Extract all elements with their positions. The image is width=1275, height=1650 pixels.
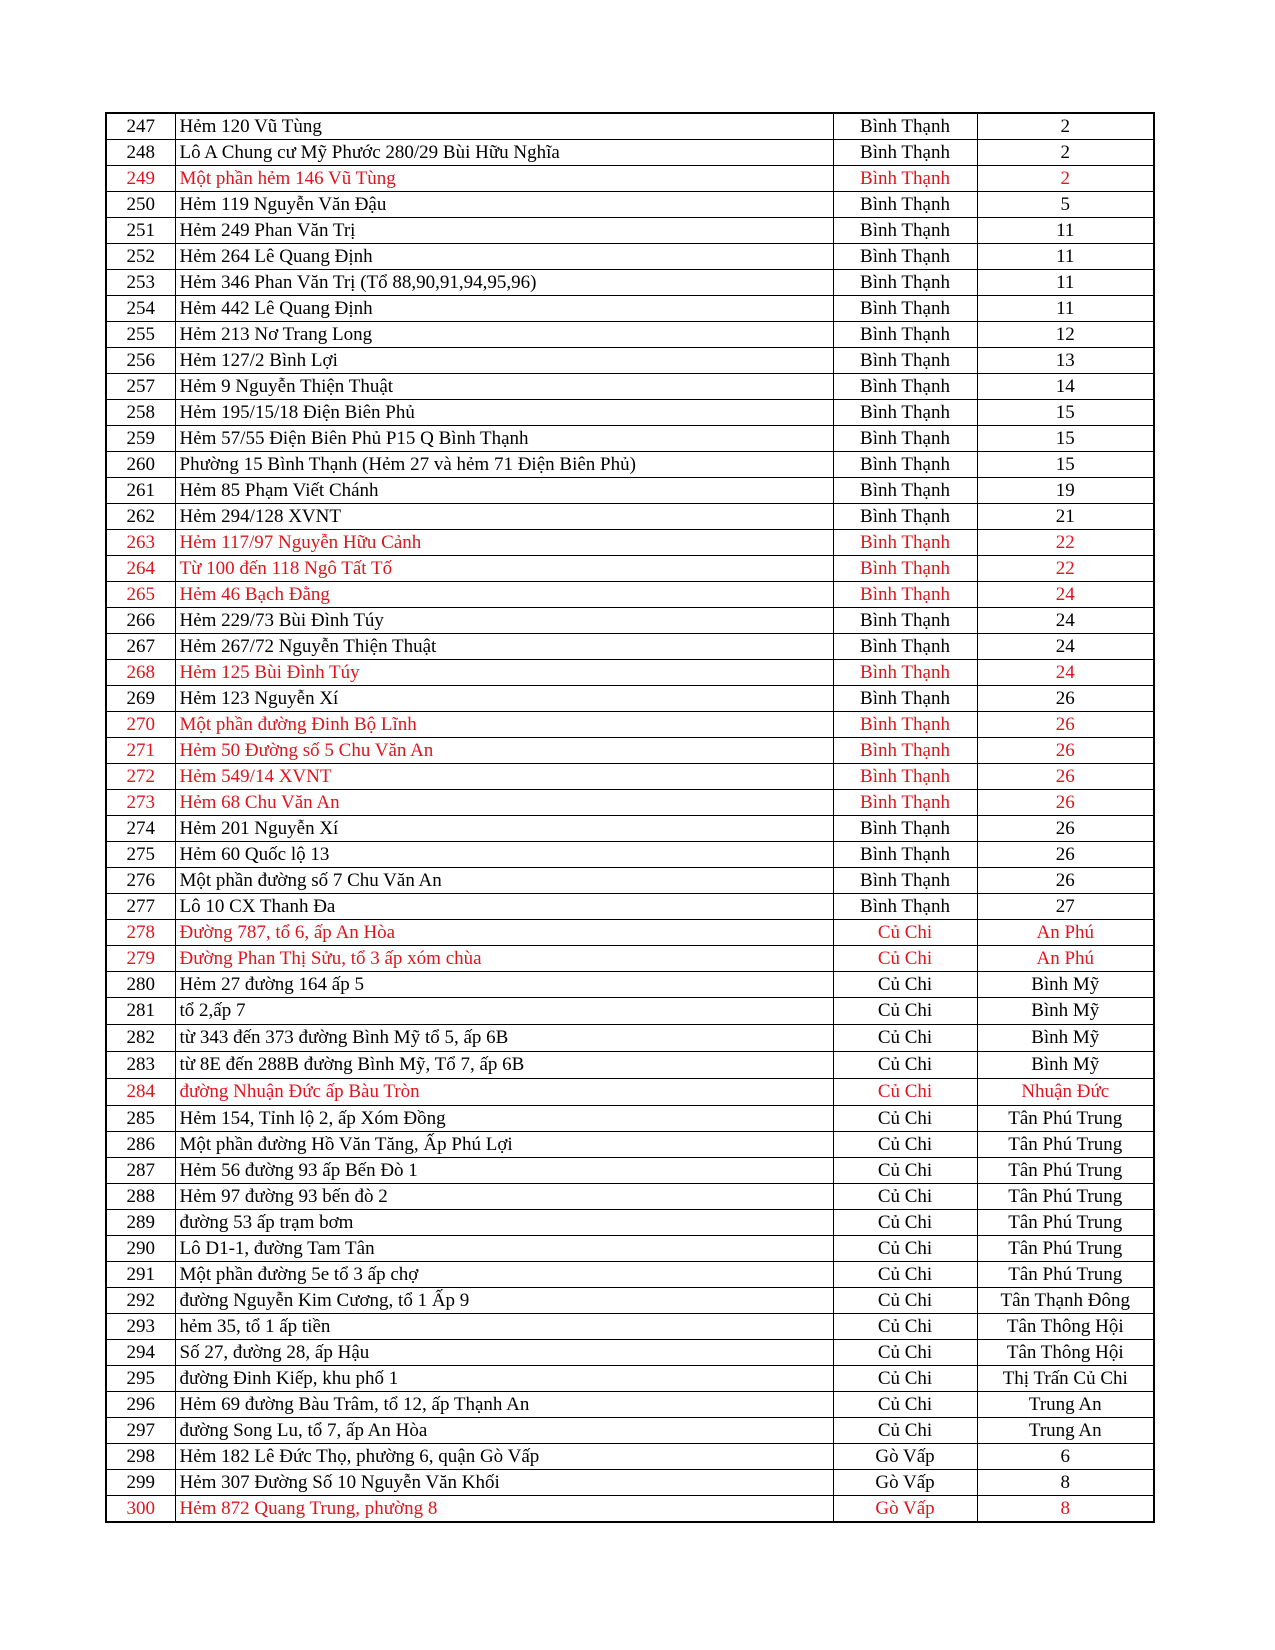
ward-cell: 24: [977, 582, 1154, 608]
ward-cell: Trung An: [977, 1392, 1154, 1418]
row-number-cell: 255: [106, 322, 175, 348]
ward-cell: 24: [977, 634, 1154, 660]
row-number-cell: 268: [106, 660, 175, 686]
row-number-cell: 295: [106, 1366, 175, 1392]
ward-cell: Bình Mỹ: [977, 1052, 1154, 1079]
address-cell: Hẻm 127/2 Bình Lợi: [175, 348, 833, 374]
address-cell: Hẻm 57/55 Điện Biên Phủ P15 Q Bình Thạnh: [175, 426, 833, 452]
district-cell: Củ Chi: [833, 1210, 977, 1236]
district-cell: Củ Chi: [833, 1236, 977, 1262]
table-row: [106, 504, 1154, 530]
ward-cell: 6: [977, 1444, 1154, 1470]
address-cell: Hẻm 294/128 XVNT: [175, 504, 833, 530]
table-row: [106, 400, 1154, 426]
row-number-cell: 257: [106, 374, 175, 400]
row-number-cell: 262: [106, 504, 175, 530]
row-number-cell: 283: [106, 1052, 175, 1079]
district-cell: Bình Thạnh: [833, 712, 977, 738]
table-row: [106, 1314, 1154, 1340]
address-cell: Số 27, đường 28, ấp Hậu: [175, 1340, 833, 1366]
table-row: [106, 478, 1154, 504]
district-cell: Bình Thạnh: [833, 374, 977, 400]
address-cell: Hẻm 68 Chu Văn An: [175, 790, 833, 816]
row-number-cell: 263: [106, 530, 175, 556]
district-cell: Bình Thạnh: [833, 790, 977, 816]
district-cell: Bình Thạnh: [833, 504, 977, 530]
ward-cell: 15: [977, 452, 1154, 478]
district-cell: Củ Chi: [833, 1132, 977, 1158]
table-row: [106, 1106, 1154, 1132]
address-cell: Một phần đường 5e tổ 3 ấp chợ: [175, 1262, 833, 1288]
ward-cell: 21: [977, 504, 1154, 530]
district-cell: Bình Thạnh: [833, 322, 977, 348]
address-cell: đường Nguyễn Kim Cương, tổ 1 Ấp 9: [175, 1288, 833, 1314]
ward-cell: Tân Phú Trung: [977, 1132, 1154, 1158]
address-cell: từ 343 đến 373 đường Bình Mỹ tổ 5, ấp 6B: [175, 1025, 833, 1052]
address-cell: Hẻm 549/14 XVNT: [175, 764, 833, 790]
district-cell: Bình Thạnh: [833, 686, 977, 712]
district-cell: Củ Chi: [833, 998, 977, 1025]
row-number-cell: 248: [106, 140, 175, 166]
address-cell: Từ 100 đến 118 Ngô Tất Tố: [175, 556, 833, 582]
address-cell: Hẻm 46 Bạch Đằng: [175, 582, 833, 608]
table-row: [106, 1392, 1154, 1418]
address-cell: Hẻm 229/73 Bùi Đình Túy: [175, 608, 833, 634]
district-cell: Bình Thạnh: [833, 218, 977, 244]
address-cell: đường Song Lu, tổ 7, ấp An Hòa: [175, 1418, 833, 1444]
address-cell: Hẻm 249 Phan Văn Trị: [175, 218, 833, 244]
district-cell: Củ Chi: [833, 1184, 977, 1210]
table-row: [106, 1262, 1154, 1288]
table-row: [106, 296, 1154, 322]
address-cell: Hẻm 442 Lê Quang Định: [175, 296, 833, 322]
address-cell: Hẻm 50 Đường số 5 Chu Văn An: [175, 738, 833, 764]
district-cell: Củ Chi: [833, 1158, 977, 1184]
table-row: [106, 192, 1154, 218]
row-number-cell: 249: [106, 166, 175, 192]
address-cell: Hẻm 9 Nguyễn Thiện Thuật: [175, 374, 833, 400]
address-cell: Lô D1-1, đường Tam Tân: [175, 1236, 833, 1262]
district-cell: Bình Thạnh: [833, 894, 977, 920]
table-row: [106, 140, 1154, 166]
address-cell: Hẻm 872 Quang Trung, phường 8: [175, 1496, 833, 1523]
table-row: [106, 270, 1154, 296]
table-row: [106, 113, 1154, 140]
row-number-cell: 274: [106, 816, 175, 842]
ward-cell: 15: [977, 400, 1154, 426]
district-cell: Củ Chi: [833, 1340, 977, 1366]
row-number-cell: 297: [106, 1418, 175, 1444]
address-cell: Một phần đường Hồ Văn Tăng, Ấp Phú Lợi: [175, 1132, 833, 1158]
ward-cell: Thị Trấn Củ Chi: [977, 1366, 1154, 1392]
district-cell: Bình Thạnh: [833, 816, 977, 842]
table-row: [106, 218, 1154, 244]
row-number-cell: 287: [106, 1158, 175, 1184]
table-row: [106, 1470, 1154, 1496]
table-row: [106, 556, 1154, 582]
row-number-cell: 284: [106, 1079, 175, 1106]
table-row: [106, 1418, 1154, 1444]
district-cell: Bình Thạnh: [833, 113, 977, 140]
table-row: [106, 244, 1154, 270]
address-cell: Hẻm 117/97 Nguyễn Hữu Cảnh: [175, 530, 833, 556]
ward-cell: 22: [977, 556, 1154, 582]
ward-cell: 14: [977, 374, 1154, 400]
table-body: [106, 113, 1154, 1522]
table-row: [106, 1236, 1154, 1262]
district-cell: Củ Chi: [833, 1106, 977, 1132]
ward-cell: 2: [977, 113, 1154, 140]
table-row: [106, 868, 1154, 894]
address-cell: đường Đinh Kiếp, khu phố 1: [175, 1366, 833, 1392]
row-number-cell: 247: [106, 113, 175, 140]
district-cell: Bình Thạnh: [833, 634, 977, 660]
ward-cell: 11: [977, 270, 1154, 296]
row-number-cell: 270: [106, 712, 175, 738]
ward-cell: 26: [977, 738, 1154, 764]
district-cell: Củ Chi: [833, 1262, 977, 1288]
district-cell: Gò Vấp: [833, 1496, 977, 1523]
table-row: [106, 738, 1154, 764]
district-cell: Bình Thạnh: [833, 842, 977, 868]
row-number-cell: 280: [106, 972, 175, 998]
ward-cell: 15: [977, 426, 1154, 452]
row-number-cell: 286: [106, 1132, 175, 1158]
table-row: [106, 946, 1154, 972]
row-number-cell: 273: [106, 790, 175, 816]
address-cell: Đường 787, tổ 6, ấp An Hòa: [175, 920, 833, 946]
district-cell: Bình Thạnh: [833, 296, 977, 322]
row-number-cell: 260: [106, 452, 175, 478]
row-number-cell: 296: [106, 1392, 175, 1418]
table-row: [106, 166, 1154, 192]
ward-cell: Tân Phú Trung: [977, 1158, 1154, 1184]
address-cell: Hẻm 213 Nơ Trang Long: [175, 322, 833, 348]
address-cell: đường 53 ấp trạm bơm: [175, 1210, 833, 1236]
row-number-cell: 256: [106, 348, 175, 374]
ward-cell: 26: [977, 790, 1154, 816]
address-cell: Hẻm 69 đường Bàu Trâm, tổ 12, ấp Thạnh An: [175, 1392, 833, 1418]
row-number-cell: 252: [106, 244, 175, 270]
district-cell: Bình Thạnh: [833, 478, 977, 504]
ward-cell: 11: [977, 218, 1154, 244]
district-cell: Củ Chi: [833, 1314, 977, 1340]
table-row: [106, 1366, 1154, 1392]
table-row: [106, 322, 1154, 348]
ward-cell: 24: [977, 608, 1154, 634]
address-cell: Hẻm 56 đường 93 ấp Bến Đò 1: [175, 1158, 833, 1184]
ward-cell: 26: [977, 816, 1154, 842]
district-cell: Bình Thạnh: [833, 348, 977, 374]
district-cell: Gò Vấp: [833, 1470, 977, 1496]
row-number-cell: 258: [106, 400, 175, 426]
row-number-cell: 251: [106, 218, 175, 244]
district-cell: Bình Thạnh: [833, 660, 977, 686]
address-cell: Một phần đường Đinh Bộ Lĩnh: [175, 712, 833, 738]
address-cell: tổ 2,ấp 7: [175, 998, 833, 1025]
ward-cell: Tân Phú Trung: [977, 1106, 1154, 1132]
row-number-cell: 265: [106, 582, 175, 608]
row-number-cell: 277: [106, 894, 175, 920]
ward-cell: Trung An: [977, 1418, 1154, 1444]
district-cell: Bình Thạnh: [833, 192, 977, 218]
ward-cell: 8: [977, 1496, 1154, 1523]
row-number-cell: 298: [106, 1444, 175, 1470]
row-number-cell: 288: [106, 1184, 175, 1210]
table-row: [106, 348, 1154, 374]
row-number-cell: 300: [106, 1496, 175, 1523]
row-number-cell: 281: [106, 998, 175, 1025]
district-cell: Củ Chi: [833, 1392, 977, 1418]
address-cell: Lô A Chung cư Mỹ Phước 280/29 Bùi Hữu Nghĩa: [175, 140, 833, 166]
table-row: [106, 712, 1154, 738]
district-cell: Bình Thạnh: [833, 608, 977, 634]
address-cell: Phường 15 Bình Thạnh (Hẻm 27 và hẻm 71 Điện Biên Phủ): [175, 452, 833, 478]
district-cell: Bình Thạnh: [833, 244, 977, 270]
table-row: [106, 1210, 1154, 1236]
table-row: [106, 608, 1154, 634]
district-cell: Bình Thạnh: [833, 738, 977, 764]
district-cell: Củ Chi: [833, 946, 977, 972]
ward-cell: Tân Thông Hội: [977, 1314, 1154, 1340]
district-cell: Gò Vấp: [833, 1444, 977, 1470]
table-row: [106, 426, 1154, 452]
row-number-cell: 266: [106, 608, 175, 634]
table-row: [106, 634, 1154, 660]
row-number-cell: 289: [106, 1210, 175, 1236]
address-cell: Một phần hẻm 146 Vũ Tùng: [175, 166, 833, 192]
row-number-cell: 250: [106, 192, 175, 218]
ward-cell: Bình Mỹ: [977, 1025, 1154, 1052]
address-cell: Hẻm 182 Lê Đức Thọ, phường 6, quận Gò Vấp: [175, 1444, 833, 1470]
table-row: [106, 1132, 1154, 1158]
table-row: [106, 790, 1154, 816]
address-cell: hẻm 35, tổ 1 ấp tiền: [175, 1314, 833, 1340]
district-cell: Bình Thạnh: [833, 582, 977, 608]
table-row: [106, 1444, 1154, 1470]
ward-cell: 11: [977, 244, 1154, 270]
table-row: [106, 686, 1154, 712]
district-cell: Bình Thạnh: [833, 166, 977, 192]
table-row: [106, 374, 1154, 400]
row-number-cell: 253: [106, 270, 175, 296]
ward-cell: Tân Phú Trung: [977, 1262, 1154, 1288]
table-row: [106, 842, 1154, 868]
district-cell: Củ Chi: [833, 1025, 977, 1052]
row-number-cell: 292: [106, 1288, 175, 1314]
row-number-cell: 261: [106, 478, 175, 504]
row-number-cell: 264: [106, 556, 175, 582]
ward-cell: Tân Phú Trung: [977, 1184, 1154, 1210]
address-cell: Một phần đường số 7 Chu Văn An: [175, 868, 833, 894]
district-cell: Bình Thạnh: [833, 400, 977, 426]
row-number-cell: 293: [106, 1314, 175, 1340]
table-row: [106, 1158, 1154, 1184]
ward-cell: 19: [977, 478, 1154, 504]
table-row: [106, 1052, 1154, 1079]
table-row: [106, 660, 1154, 686]
district-cell: Bình Thạnh: [833, 868, 977, 894]
district-cell: Bình Thạnh: [833, 530, 977, 556]
district-cell: Bình Thạnh: [833, 426, 977, 452]
table-row: [106, 1079, 1154, 1106]
row-number-cell: 272: [106, 764, 175, 790]
district-cell: Củ Chi: [833, 1052, 977, 1079]
table-row: [106, 582, 1154, 608]
row-number-cell: 275: [106, 842, 175, 868]
ward-cell: An Phú: [977, 946, 1154, 972]
ward-cell: 11: [977, 296, 1154, 322]
ward-cell: An Phú: [977, 920, 1154, 946]
ward-cell: Tân Phú Trung: [977, 1210, 1154, 1236]
ward-cell: Tân Thông Hội: [977, 1340, 1154, 1366]
address-cell: Hẻm 346 Phan Văn Trị (Tổ 88,90,91,94,95,96): [175, 270, 833, 296]
table-row: [106, 1184, 1154, 1210]
address-cell: đường Nhuận Đức ấp Bàu Tròn: [175, 1079, 833, 1106]
row-number-cell: 271: [106, 738, 175, 764]
ward-cell: 2: [977, 140, 1154, 166]
table-row: [106, 894, 1154, 920]
address-cell: Hẻm 195/15/18 Điện Biên Phủ: [175, 400, 833, 426]
address-cell: Lô 10 CX Thanh Đa: [175, 894, 833, 920]
district-cell: Bình Thạnh: [833, 452, 977, 478]
address-table: [105, 112, 1155, 1523]
address-cell: Hẻm 120 Vũ Tùng: [175, 113, 833, 140]
district-cell: Củ Chi: [833, 1366, 977, 1392]
district-cell: Bình Thạnh: [833, 556, 977, 582]
ward-cell: Bình Mỹ: [977, 972, 1154, 998]
ward-cell: Bình Mỹ: [977, 998, 1154, 1025]
address-cell: Hẻm 119 Nguyễn Văn Đậu: [175, 192, 833, 218]
ward-cell: Tân Phú Trung: [977, 1236, 1154, 1262]
table-row: [106, 1025, 1154, 1052]
table-row: [106, 816, 1154, 842]
ward-cell: 26: [977, 842, 1154, 868]
district-cell: Củ Chi: [833, 1418, 977, 1444]
address-cell: Hẻm 97 đường 93 bến đò 2: [175, 1184, 833, 1210]
ward-cell: Nhuận Đức: [977, 1079, 1154, 1106]
row-number-cell: 294: [106, 1340, 175, 1366]
address-cell: Hẻm 60 Quốc lộ 13: [175, 842, 833, 868]
table-row: [106, 1288, 1154, 1314]
address-cell: từ 8E đến 288B đường Bình Mỹ, Tổ 7, ấp 6B: [175, 1052, 833, 1079]
ward-cell: 26: [977, 686, 1154, 712]
district-cell: Bình Thạnh: [833, 140, 977, 166]
address-cell: Hẻm 154, Tỉnh lộ 2, ấp Xóm Đồng: [175, 1106, 833, 1132]
address-cell: Hẻm 201 Nguyễn Xí: [175, 816, 833, 842]
table-row: [106, 998, 1154, 1025]
row-number-cell: 259: [106, 426, 175, 452]
ward-cell: 26: [977, 868, 1154, 894]
district-cell: Bình Thạnh: [833, 270, 977, 296]
address-cell: Hẻm 123 Nguyễn Xí: [175, 686, 833, 712]
address-cell: Hẻm 264 Lê Quang Định: [175, 244, 833, 270]
ward-cell: 27: [977, 894, 1154, 920]
ward-cell: Tân Thạnh Đông: [977, 1288, 1154, 1314]
row-number-cell: 267: [106, 634, 175, 660]
ward-cell: 13: [977, 348, 1154, 374]
row-number-cell: 291: [106, 1262, 175, 1288]
ward-cell: 26: [977, 712, 1154, 738]
ward-cell: 26: [977, 764, 1154, 790]
table-row: [106, 1340, 1154, 1366]
row-number-cell: 279: [106, 946, 175, 972]
district-cell: Bình Thạnh: [833, 764, 977, 790]
district-cell: Củ Chi: [833, 972, 977, 998]
row-number-cell: 299: [106, 1470, 175, 1496]
row-number-cell: 290: [106, 1236, 175, 1262]
address-cell: Hẻm 307 Đường Số 10 Nguyễn Văn Khối: [175, 1470, 833, 1496]
row-number-cell: 276: [106, 868, 175, 894]
table-row: [106, 530, 1154, 556]
district-cell: Củ Chi: [833, 1288, 977, 1314]
table-row: [106, 452, 1154, 478]
row-number-cell: 285: [106, 1106, 175, 1132]
ward-cell: 2: [977, 166, 1154, 192]
row-number-cell: 269: [106, 686, 175, 712]
address-cell: Hẻm 27 đường 164 ấp 5: [175, 972, 833, 998]
table-row: [106, 920, 1154, 946]
table-row: [106, 1496, 1154, 1523]
district-cell: Củ Chi: [833, 920, 977, 946]
table-row: [106, 764, 1154, 790]
address-cell: Đường Phan Thị Sửu, tổ 3 ấp xóm chùa: [175, 946, 833, 972]
row-number-cell: 278: [106, 920, 175, 946]
ward-cell: 12: [977, 322, 1154, 348]
ward-cell: 22: [977, 530, 1154, 556]
address-cell: Hẻm 267/72 Nguyễn Thiện Thuật: [175, 634, 833, 660]
row-number-cell: 282: [106, 1025, 175, 1052]
row-number-cell: 254: [106, 296, 175, 322]
table-row: [106, 972, 1154, 998]
district-cell: Củ Chi: [833, 1079, 977, 1106]
ward-cell: 8: [977, 1470, 1154, 1496]
ward-cell: 24: [977, 660, 1154, 686]
ward-cell: 5: [977, 192, 1154, 218]
address-cell: Hẻm 85 Phạm Viết Chánh: [175, 478, 833, 504]
address-cell: Hẻm 125 Bùi Đình Túy: [175, 660, 833, 686]
